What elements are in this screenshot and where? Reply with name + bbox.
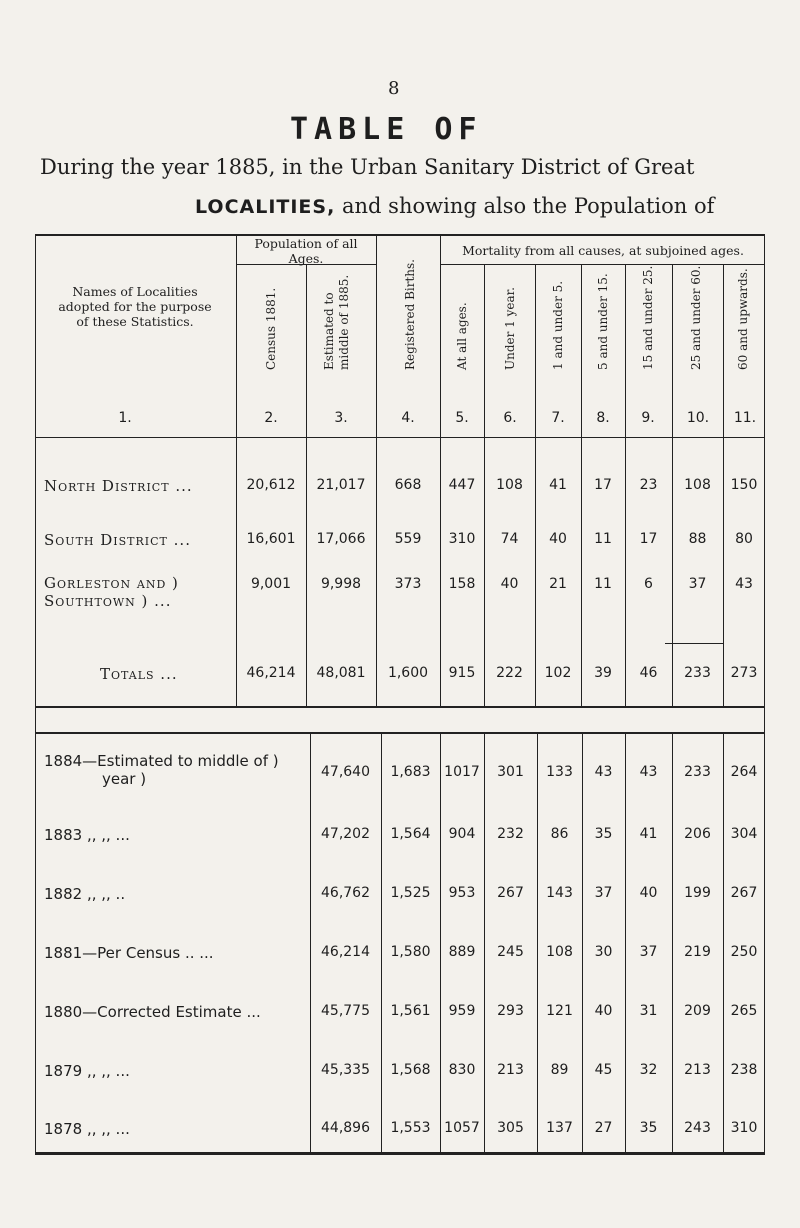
table-cell: 43	[639, 764, 658, 780]
table-cell: 1,564	[390, 826, 431, 842]
year-label-1884: 1884—Estimated to middle of ) year )	[44, 752, 279, 788]
table-cell: 233	[684, 764, 711, 780]
table-cell: 267	[730, 885, 758, 901]
table-cell: 37	[594, 885, 613, 901]
table-cell: 21,017	[316, 477, 366, 493]
table-cell: 108	[546, 944, 573, 960]
table-cell: 301	[497, 764, 524, 780]
year-label-1881: 1881—Per Census .. ...	[44, 944, 214, 962]
col-number: 10.	[686, 410, 710, 426]
table-cell: 41	[549, 477, 567, 493]
localities-header: Names of Localities adopted for the purpose of these Statistics.	[58, 284, 212, 329]
table-cell: 35	[594, 826, 613, 842]
table-cell: 267	[497, 885, 524, 901]
age-header-all: At all ages.	[455, 302, 469, 370]
table-cell: 1,600	[387, 665, 429, 681]
table-cell: 265	[730, 1003, 758, 1019]
table-cell: 6	[644, 576, 653, 592]
table-cell: 150	[730, 477, 758, 493]
table-cell: 46,762	[321, 885, 370, 901]
table-cell: 889	[448, 944, 476, 960]
table-cell: 40	[639, 885, 658, 901]
table-cell: 1,683	[390, 764, 431, 780]
table-cell: 46,214	[246, 665, 296, 681]
table-cell: 43	[594, 764, 613, 780]
table-cell: 43	[735, 576, 753, 592]
table-cell: 199	[684, 885, 711, 901]
intro-line-2	[195, 194, 714, 218]
table-cell: 44,896	[321, 1120, 370, 1136]
table-cell: 48,081	[316, 665, 366, 681]
col-number: 5.	[455, 410, 469, 426]
table-cell: 1,568	[390, 1062, 431, 1078]
table-cell: 17	[594, 477, 612, 493]
row-label-north: North District ...	[44, 477, 193, 495]
table-cell: 30	[594, 944, 613, 960]
table-cell: 915	[448, 665, 476, 681]
table-cell: 108	[496, 477, 523, 493]
table-cell: 245	[497, 944, 524, 960]
table-cell: 17	[639, 531, 658, 547]
table-cell: 80	[735, 531, 753, 547]
age-header-under1: Under 1 year.	[503, 287, 517, 370]
table-cell: 293	[497, 1003, 524, 1019]
table-cell: 16,601	[246, 531, 296, 547]
page-title: TABLE OF	[290, 112, 483, 147]
table-cell: 23	[639, 477, 658, 493]
table-cell: 213	[684, 1062, 711, 1078]
table-cell: 45,335	[321, 1062, 370, 1078]
page-number: 8	[388, 78, 400, 99]
table-cell: 39	[594, 665, 612, 681]
table-cell: 27	[594, 1120, 613, 1136]
table-cell: 41	[639, 826, 658, 842]
table-cell: 11	[594, 531, 612, 547]
col-number: 2.	[264, 410, 278, 426]
table-cell: 46,214	[321, 944, 370, 960]
table-cell: 1057	[444, 1120, 480, 1136]
table-cell: 137	[546, 1120, 573, 1136]
age-header-25to60: 25 and under 60.	[689, 265, 703, 370]
row-label-gorleston: Gorleston and ) Southtown ) ...	[44, 574, 179, 610]
row-label-south: South District ...	[44, 531, 191, 549]
table-cell: 243	[684, 1120, 711, 1136]
row-label-totals: Totals ...	[100, 665, 178, 683]
localities-word: LOCALITIES,	[195, 196, 336, 218]
table-cell: 40	[594, 1003, 613, 1019]
table-cell: 310	[730, 1120, 758, 1136]
col-number: 6.	[503, 410, 517, 426]
intro-line-2-rest: and showing also the Population of	[342, 194, 715, 218]
table-cell: 222	[496, 665, 523, 681]
table-cell: 1,553	[390, 1120, 431, 1136]
table-cell: 40	[500, 576, 519, 592]
col-number: 8.	[596, 410, 610, 426]
table-cell: 20,612	[246, 477, 296, 493]
births-header: Registered Births.	[403, 259, 417, 370]
table-cell: 250	[730, 944, 758, 960]
table-cell: 559	[394, 531, 422, 547]
table-cell: 238	[730, 1062, 758, 1078]
table-cell: 37	[639, 944, 658, 960]
table-cell: 32	[639, 1062, 658, 1078]
table-cell: 304	[730, 826, 758, 842]
table-cell: 9,998	[320, 576, 362, 592]
table-cell: 273	[730, 665, 758, 681]
table-cell: 108	[684, 477, 711, 493]
table-cell: 40	[549, 531, 567, 547]
table-cell: 830	[448, 1062, 476, 1078]
table-cell: 233	[684, 665, 711, 681]
table-cell: 89	[550, 1062, 569, 1078]
table-cell: 31	[639, 1003, 658, 1019]
table-cell: 232	[497, 826, 524, 842]
census-header: Census 1881.	[264, 287, 278, 370]
col-number: 7.	[551, 410, 565, 426]
age-header-15to25: 15 and under 25.	[641, 265, 655, 370]
estimated-header: Estimated to middle of 1885.	[322, 274, 351, 370]
table-cell: 213	[497, 1062, 524, 1078]
table-cell: 310	[448, 531, 476, 547]
table-cell: 219	[684, 944, 711, 960]
col-number: 4.	[401, 410, 415, 426]
table-cell: 373	[394, 576, 422, 592]
table-cell: 9,001	[250, 576, 292, 592]
col-number: 9.	[641, 410, 655, 426]
table-cell: 86	[550, 826, 569, 842]
table-cell: 37	[688, 576, 707, 592]
year-label-1880: 1880—Corrected Estimate ...	[44, 1003, 261, 1021]
mortality-header: Mortality from all causes, at subjoined ages.	[462, 243, 744, 258]
table-cell: 953	[448, 885, 476, 901]
table-cell: 45	[594, 1062, 613, 1078]
table-cell: 209	[684, 1003, 711, 1019]
table-cell: 158	[448, 576, 476, 592]
table-cell: 305	[497, 1120, 524, 1136]
table-cell: 102	[544, 665, 572, 681]
table-cell: 959	[448, 1003, 476, 1019]
year-label-1882: 1882 ,, ,, ..	[44, 885, 126, 903]
table-cell: 88	[688, 531, 707, 547]
table-cell: 11	[594, 576, 612, 592]
table-cell: 264	[730, 764, 758, 780]
table-cell: 1017	[444, 764, 480, 780]
age-header-60up: 60 and upwards.	[736, 268, 750, 370]
table-cell: 74	[500, 531, 519, 547]
population-header: Population of all Ages.	[254, 236, 358, 266]
table-cell: 1,525	[390, 885, 431, 901]
table-cell: 133	[546, 764, 573, 780]
table-cell: 47,202	[321, 826, 370, 842]
table-cell: 206	[684, 826, 711, 842]
col-number: 3.	[334, 410, 348, 426]
table-cell: 143	[546, 885, 573, 901]
col-number: 1.	[118, 410, 132, 426]
table-cell: 45,775	[321, 1003, 370, 1019]
table-cell: 668	[394, 477, 422, 493]
table-cell: 21	[549, 576, 567, 592]
age-header-1to5: 1 and under 5.	[551, 280, 565, 370]
table-cell: 447	[448, 477, 476, 493]
table-cell: 1,561	[390, 1003, 431, 1019]
table-cell: 1,580	[390, 944, 431, 960]
table-cell: 904	[448, 826, 476, 842]
age-header-5to15: 5 and under 15.	[596, 273, 610, 370]
year-label-1879: 1879 ,, ,, ...	[44, 1062, 130, 1080]
intro-line-1: During the year 1885, in the Urban Sanitary District of Great	[40, 155, 695, 179]
col-number: 11.	[733, 410, 757, 426]
table-cell: 47,640	[321, 764, 370, 780]
year-label-1878: 1878 ,, ,, ...	[44, 1120, 130, 1138]
year-label-1883: 1883 ,, ,, ...	[44, 826, 130, 844]
table-cell: 46	[639, 665, 658, 681]
table-cell: 17,066	[316, 531, 366, 547]
table-cell: 121	[546, 1003, 573, 1019]
table-cell: 35	[639, 1120, 658, 1136]
